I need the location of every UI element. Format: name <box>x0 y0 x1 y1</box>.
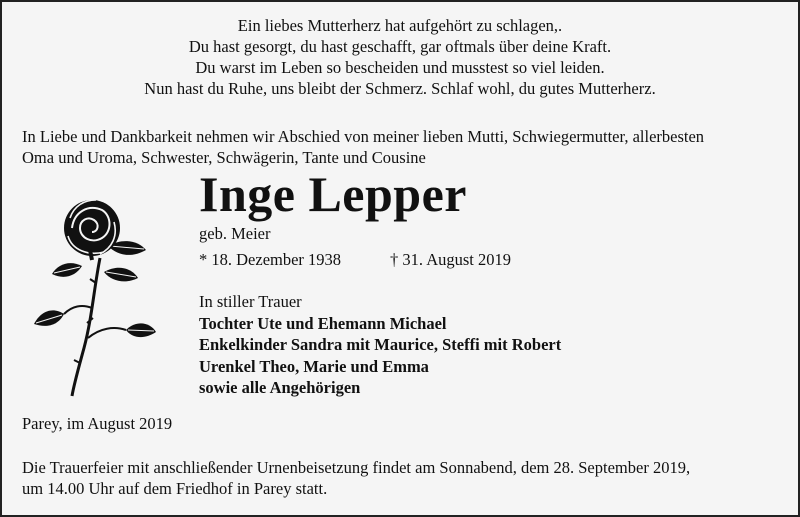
funeral-line: um 14.00 Uhr auf dem Friedhof in Parey statt. <box>22 479 328 498</box>
funeral-info <box>22 457 792 499</box>
mourner-line: sowie alle Angehörigen <box>199 378 361 397</box>
intro-line: Oma und Uroma, Schwester, Schwägerin, Tante und Cousine <box>22 148 426 167</box>
mourner-line: Enkelkinder Sandra mit Maurice, Steffi mit Robert <box>199 335 562 354</box>
mourners <box>199 291 561 399</box>
mourners-heading: In stiller Trauer <box>199 292 302 311</box>
poem-line: Ein liebes Mutterherz hat aufgehört zu schlagen,. <box>237 16 563 35</box>
deceased-name: Inge Lepper <box>199 166 467 222</box>
intro-line: In Liebe und Dankbarkeit nehmen wir Abschied von meiner lieben Mutti, Schwiegermutter, allerbesten <box>22 127 705 146</box>
poem-line: Du hast gesorgt, du hast geschafft, gar oftmals über deine Kraft. <box>188 37 612 56</box>
maiden-name: geb. Meier <box>199 224 271 243</box>
mourner-line: Urenkel Theo, Marie und Emma <box>199 356 429 376</box>
place-date: Parey, im August 2019 <box>22 414 173 433</box>
death-date: † 31. August 2019 <box>390 250 512 269</box>
poem-line: Nun hast du Ruhe, uns bleibt der Schmerz. Schlaf wohl, du gutes Mutterherz. <box>144 79 656 98</box>
poem-line: Du warst im Leben so bescheiden und musstest so viel leiden. <box>195 58 605 77</box>
farewell-intro <box>22 126 792 168</box>
poem <box>2 15 798 99</box>
rose-icon <box>22 188 162 398</box>
funeral-line: Die Trauerfeier mit anschließender Urnenbeisetzung findet am Sonnabend, dem 28. September 2019, <box>22 458 691 477</box>
mourner-line: Tochter Ute und Ehemann Michael <box>199 313 447 333</box>
birth-date: * 18. Dezember 1938 <box>199 250 342 269</box>
